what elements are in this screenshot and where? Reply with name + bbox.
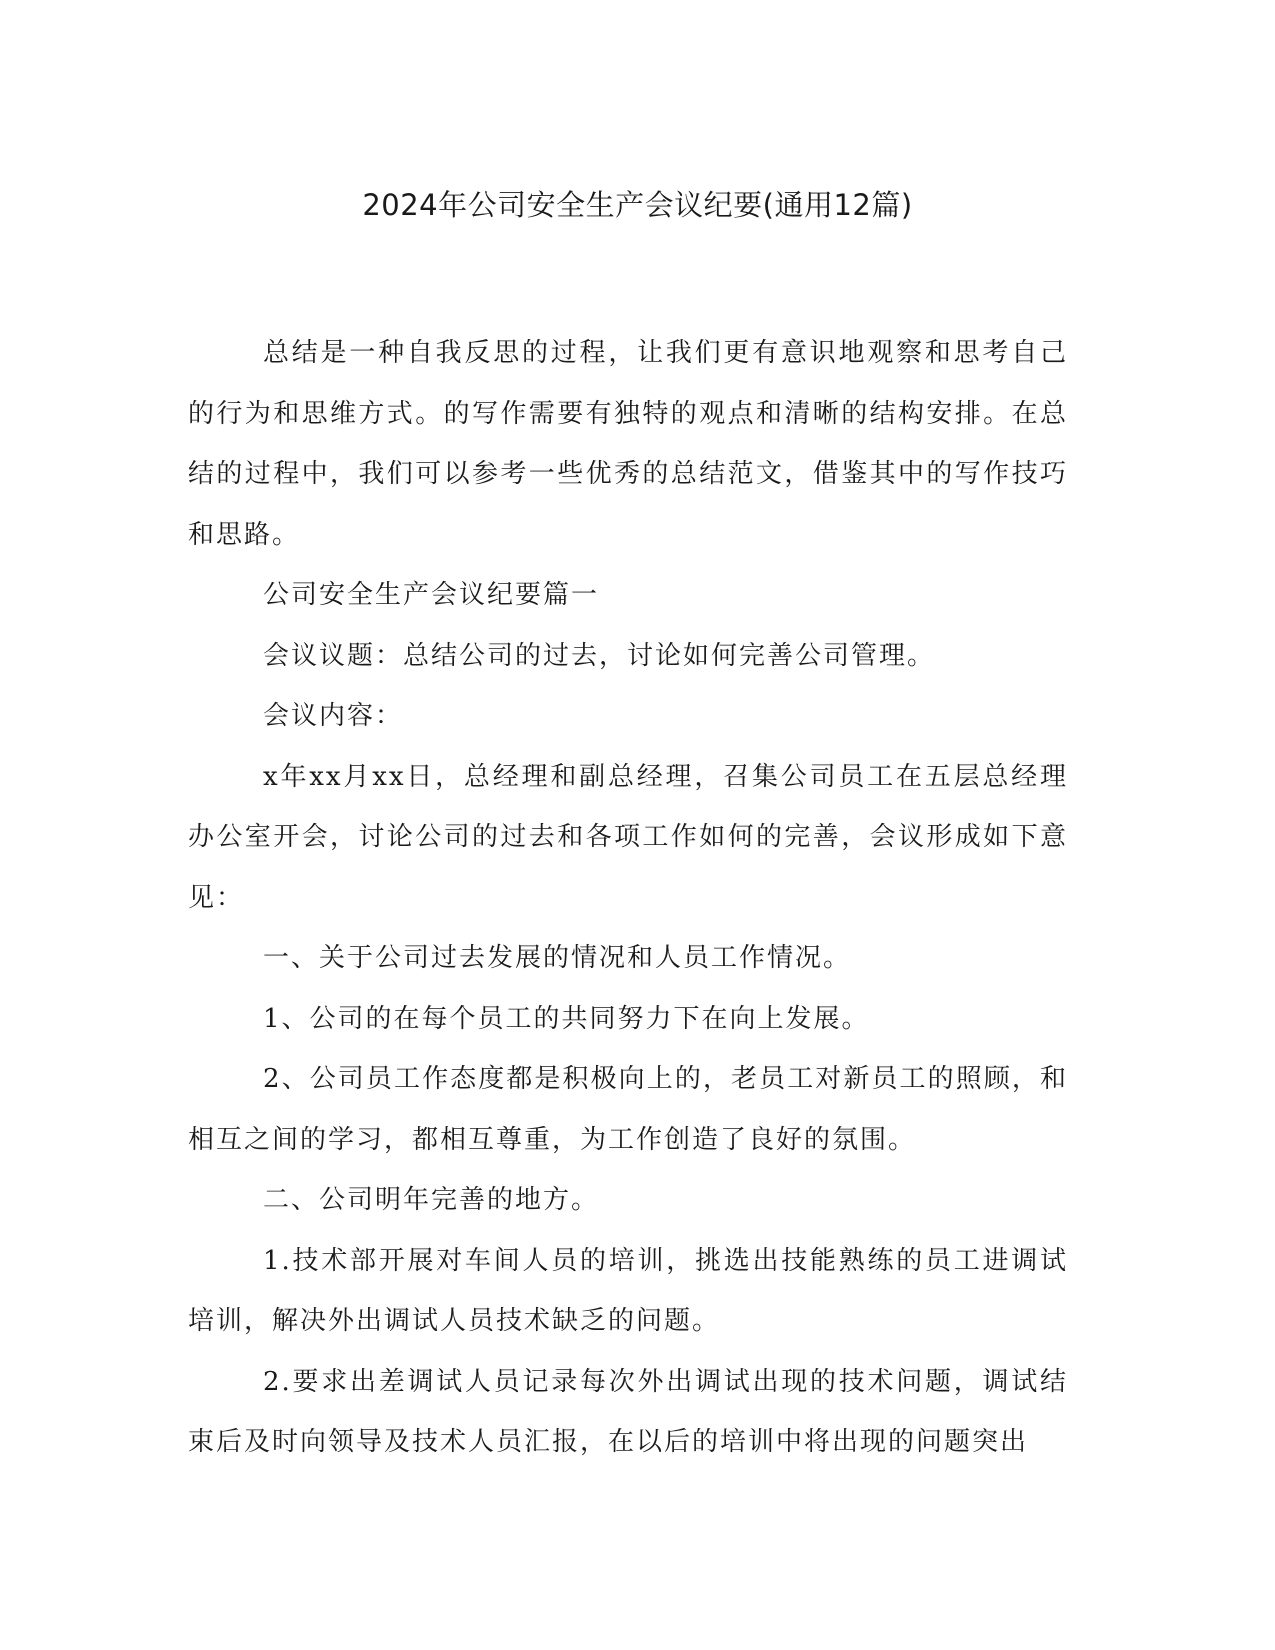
paragraph-item-2-1: 1.技术部开展对车间人员的培训，挑选出技能熟练的员工进调试培训，解决外出调试人员技术缺乏的问题。 xyxy=(188,1245,1068,1336)
paragraph-item-heading-2: 二、公司明年完善的地方。 xyxy=(263,1185,600,1215)
document-body xyxy=(188,323,1068,1473)
paragraph-item-1-2: 2、公司员工作态度都是积极向上的，老员工对新员工的照顾，和相互之间的学习，都相互尊重，为工作创造了良好的氛围。 xyxy=(188,1064,1068,1155)
paragraph-meeting-content-label: 会议内容： xyxy=(263,701,404,731)
paragraph-meeting-topic: 会议议题：总结公司的过去，讨论如何完善公司管理。 xyxy=(263,640,936,671)
document-title: 2024年公司安全生产会议纪要(通用12篇) xyxy=(362,188,913,222)
paragraph-meeting-description: x年xx月xx日，总经理和副总经理，召集公司员工在五层总经理办公室开会，讨论公司的过去和各项工作如何的完善，会议形成如下意见： xyxy=(188,761,1068,913)
paragraph-intro: 总结是一种自我反思的过程，让我们更有意识地观察和思考自己的行为和思维方式。的写作需要有独特的观点和清晰的结构安排。在总结的过程中，我们可以参考一些优秀的总结范文，借鉴其中的写作技巧和思路。 xyxy=(188,338,1068,550)
paragraph-item-heading-1: 一、关于公司过去发展的情况和人员工作情况。 xyxy=(263,943,852,973)
section-heading: 公司安全生产会议纪要篇一 xyxy=(263,580,600,610)
paragraph-item-1-1: 1、公司的在每个员工的共同努力下在向上发展。 xyxy=(263,1003,870,1034)
paragraph-item-2-2: 2.要求出差调试人员记录每次外出调试出现的技术问题，调试结束后及时向领导及技术人员汇报，在以后的培训中将出现的问题突出 xyxy=(188,1366,1068,1457)
